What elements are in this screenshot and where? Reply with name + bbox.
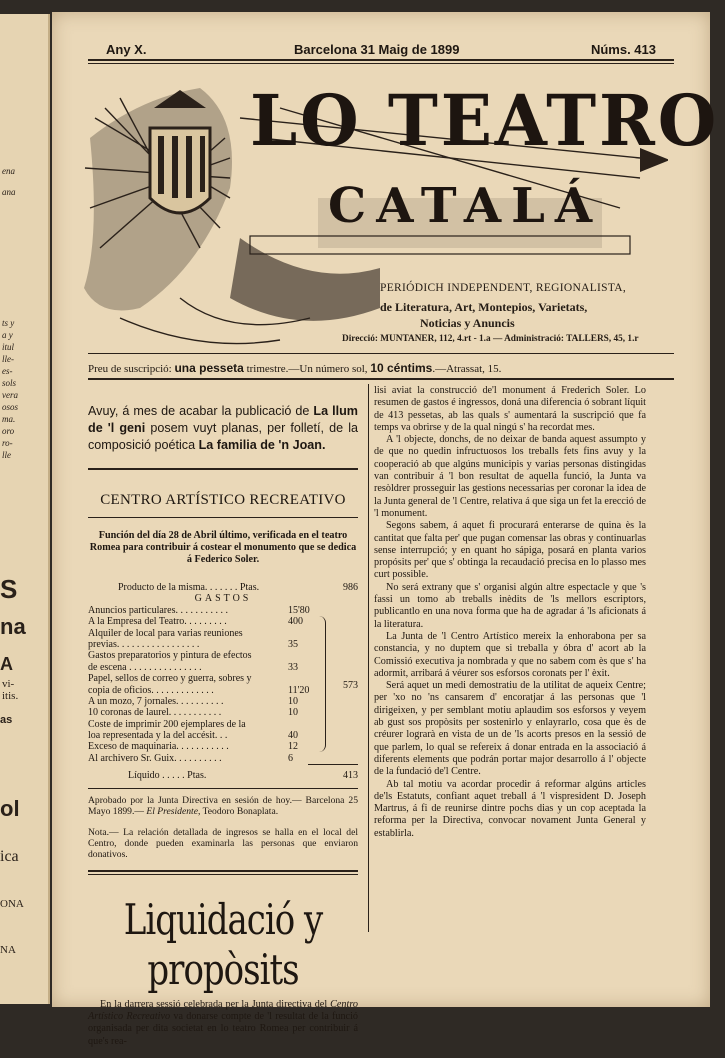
producto-value: 986 xyxy=(343,582,358,593)
article-paragraph: No será extrany que s' organisi algún altre espectacle y que 's fassi un tomo ab treballs inèdits de 'ls mellors escriptors, publicantlo en una nova forma que ha de agradar á 'ls aficionats á la literatura. xyxy=(374,581,646,630)
box-rule xyxy=(88,517,358,518)
gastos-label: A la Empresa del Teatro. . . . . . . . . xyxy=(88,616,227,628)
tagline: PERIÓDICH INDEPENDENT, REGIONALISTA, xyxy=(380,282,627,294)
prev-fragment: NA xyxy=(0,944,16,956)
gastos-label: A un mozo, 7 jornales. . . . . . . . . . xyxy=(88,695,224,707)
nota-paragraph: Nota.— La relación detallada de ingresos se halla en el local del Centro, donde pueden examinarla las personas que enviaron donativos. xyxy=(88,826,358,861)
section-rule xyxy=(88,870,358,872)
body-italic: Centro Artístico Recreativo xyxy=(88,998,358,1023)
intro-text: posem vuyt planas, per folletí, de la composició poética xyxy=(88,421,358,452)
accounts-table xyxy=(88,582,358,782)
gastos-row xyxy=(88,662,358,673)
approval-text: , Teodoro Bonaplata. xyxy=(197,805,279,817)
subscription-price: una pesseta xyxy=(174,361,244,375)
approval-note xyxy=(88,795,358,817)
intro-text: Avuy, á mes de acabar la publicació de xyxy=(88,404,314,418)
section-rule xyxy=(88,874,358,875)
issue-year: Any X. xyxy=(106,42,147,57)
masthead-title: LO TEATRO xyxy=(250,79,720,162)
newspaper-page xyxy=(52,12,720,1047)
address-line: Direcció: MUNTANER, 112, 4.rt - 1.a — Administració: TALLERS, 45, 1.r xyxy=(342,334,639,344)
prev-fragment: A xyxy=(0,654,13,674)
gastos-label: Al archivero Sr. Guix. . . . . . . . . . xyxy=(88,752,222,764)
topics-line-1: de Literatura, Art, Montepios, Varietats, xyxy=(380,300,588,314)
issue-header xyxy=(88,38,674,60)
prev-fragment: vera xyxy=(2,390,18,400)
gastos-value: 33 xyxy=(288,661,298,673)
prev-fragment: vi- xyxy=(2,678,15,690)
sum-rule xyxy=(308,764,358,765)
gastos-label: Alquiler de local para varias reuniones xyxy=(88,627,243,639)
issue-number: Núms. 413 xyxy=(590,42,656,57)
article-paragraph: Ab tal motiu va acordar procedir á reformar algúns articles de'ls Estatuts, confiant aquet treball á 'l vispresident D. Joseph Martrus, á fi de reunirse dintre pochs dias y un cop aceptada la reforma per la Directiva, convocar novament Junta General y establirla. xyxy=(374,778,646,839)
article-paragraph: Será aquet un medi demostratiu de la utilitat de aqueix Centre; per 'xo no 'ns cansarem d' encoratjar á las personas que 'l dirigeixen, y per semblant motiu aplaudim sos esforsos y veyem ab gust sos propòsits per sostenirlo y enlayrarlo, cosa que ès de créurer lograrà en vista de un de 'ls acorts presos en la sessió de que parlem, lo qual se refereix á donar entrada en la associació á diferents elements que podrán portar major desarrollo á l' objecte de la fundació de'l Centre. xyxy=(374,680,646,778)
masthead-subtitle: CATALÁ xyxy=(328,178,603,234)
gastos-label: Exceso de maquinaria. . . . . . . . . . . xyxy=(88,741,229,753)
gastos-label: loa representada y la del accésit. . . xyxy=(88,730,228,742)
gastos-value: 10 xyxy=(288,695,298,707)
gastos-label: de escena . . . . . . . . . . . . . . . xyxy=(88,661,202,673)
gastos-row xyxy=(88,650,358,661)
prev-fragment: sols xyxy=(2,378,17,388)
prev-fragment: ts y xyxy=(2,318,15,328)
gastos-row xyxy=(88,628,358,639)
gastos-value: 35 xyxy=(288,638,298,650)
gastos-label: Coste de imprimir 200 ejemplares de la xyxy=(88,718,246,730)
body-text: En la darrera sessió celebrada per la Junta directiva del xyxy=(100,998,331,1010)
prev-fragment: as xyxy=(0,714,13,726)
box-rule xyxy=(88,468,358,470)
gastos-row xyxy=(88,616,358,627)
previous-page-edge xyxy=(0,14,50,1004)
producto-row xyxy=(88,582,358,593)
header-rule xyxy=(88,63,674,64)
gastos-row xyxy=(88,685,358,696)
gastos-label: Gastos preparatorios y pintura de efectos xyxy=(88,650,252,662)
gastos-row xyxy=(88,707,358,718)
function-note: Función del día 28 de Abril último, verificada en el teatro Romea para contribuir á costear el monumento que se dedica á Federico Soler. xyxy=(89,530,357,565)
gastos-row xyxy=(88,673,358,684)
subscription-mid: trimestre.—Un número sol, xyxy=(246,363,368,375)
approval-signer: El Presidente xyxy=(146,805,198,817)
subscription-rule xyxy=(88,353,674,354)
gastos-value: 12 xyxy=(288,741,298,753)
left-column xyxy=(88,385,358,1058)
prev-fragment: ol xyxy=(0,796,20,821)
gastos-row xyxy=(88,741,358,752)
prev-fragment: osos xyxy=(2,402,19,412)
prev-fragment: itis. xyxy=(2,690,19,702)
masthead xyxy=(80,78,720,348)
subscription-suffix: .—Atrassat, 15. xyxy=(432,363,502,375)
gastos-row xyxy=(88,639,358,650)
note-rule xyxy=(88,788,358,789)
subscription-line xyxy=(88,361,680,375)
section-body xyxy=(88,999,358,1048)
gastos-label: copia de oficios. . . . . . . . . . . . . xyxy=(88,684,214,696)
gastos-value: 15'80 xyxy=(288,604,310,616)
centro-title: CENTRO ARTÍSTICO RECREATIVO xyxy=(100,492,346,508)
issue-date: Barcelona 31 Maig de 1899 xyxy=(294,42,460,57)
gastos-row xyxy=(88,719,358,730)
topics-line-2: Noticias y Anuncis xyxy=(420,316,515,330)
gastos-label: Papel, sellos de correo y guerra, sobres y xyxy=(88,673,252,685)
article-paragraph: lisi aviat la construcció de'l monument á Frederich Soler. Lo resumen de gastos é ingressos, doná una diferencia ó sobrant líquit de 413 pessetas, ab las quals s' aumentará la suscripció que fa temps va obrirse y de la qual ningú s' ha recordat mes. xyxy=(374,385,646,433)
gastos-value: 11'20 xyxy=(288,684,310,696)
liquido-row xyxy=(88,770,358,781)
prev-fragment: ana xyxy=(2,187,16,197)
body-text: va donarse compte de 'l resultat de la funció organisada per dita societat en lo teatro Romea per contribuir á que's rea- xyxy=(88,1011,359,1047)
approval-text: Aprobado por la Junta Directiva en sesión de hoy.— Barcelona 25 Mayo 1899.— xyxy=(88,794,358,817)
gastos-row xyxy=(88,696,358,707)
intro-title-2: La familia de 'n Joan. xyxy=(198,438,326,452)
total-brace xyxy=(319,616,326,752)
gastos-row xyxy=(88,605,358,616)
prev-fragment: ica xyxy=(0,848,19,865)
liquido-label: Líquido . . . . . Ptas. xyxy=(128,770,207,782)
gastos-value: 10 xyxy=(288,707,298,719)
single-price: 10 céntims xyxy=(370,361,433,375)
prev-fragment: lle- xyxy=(2,354,14,364)
producto-label: Producto de la misma. . . . . . . Ptas. xyxy=(118,582,260,593)
gastos-row xyxy=(88,730,358,741)
gastos-heading: GASTOS xyxy=(194,593,252,605)
subscription-rule xyxy=(88,378,674,380)
prev-fragment: lle xyxy=(2,450,11,460)
prev-fragment: a y xyxy=(2,330,13,340)
gastos-value: 6 xyxy=(288,752,293,764)
gastos-label: Anuncios particulares. . . . . . . . . . . xyxy=(88,604,228,616)
right-column xyxy=(374,385,646,840)
subscription-prefix: Preu de suscripció: xyxy=(88,363,172,375)
prev-fragment: na xyxy=(0,614,26,639)
liquido-value: 413 xyxy=(343,770,358,782)
section-heading: Liquidació y propòsits xyxy=(123,894,323,995)
gastos-label: 10 coronas de laurel. . . . . . . . . . . xyxy=(88,707,222,719)
article-paragraph: Segons sabem, á aquet fi procurará enterarse de quina ès la cantitat que falta per' que pugan comensar las obras y continuarlas sense interrupció; y en quant ho sápiga, posará en planta varios propósits per' que s' obtinga la recaudació precisa en lo plasso mes curt possible. xyxy=(374,520,646,581)
header-rule xyxy=(88,59,674,61)
column-divider xyxy=(368,384,369,932)
gastos-label: previas. . . . . . . . . . . . . . . . . xyxy=(88,638,200,650)
prev-fragment: ma. xyxy=(2,414,16,424)
prev-fragment: S xyxy=(0,574,18,604)
prev-fragment: itul xyxy=(2,342,15,352)
gastos-value: 40 xyxy=(288,730,298,742)
prev-fragment: ena xyxy=(2,166,15,176)
intro-title-1: La llum de 'l geni xyxy=(88,404,358,435)
prev-fragment: ro- xyxy=(2,438,13,448)
intro-paragraph xyxy=(88,403,358,454)
gastos-list xyxy=(88,605,358,764)
gastos-value: 400 xyxy=(288,616,303,628)
article-paragraph: La Junta de 'l Centro Artístico mereix la enhorabona per sa constancia, y no duptem que si treballa y óbra d' acort ab la Comissió executiva ja nombrada y que no sabem com ès que s' ha adormit, arribará á véurer sos esforsos coronats per l' èxit. xyxy=(374,630,646,679)
prev-fragment: ONA xyxy=(0,898,24,910)
article-paragraph: A 'l objecte, donchs, de no deixar de banda aquest assumpto y de que no quedin infructuosos los treballs fets fins avuy y la cooperació ab que algúns municipis y varias personas distingidas van contribuir á 'l bon resultat de aquella funció, la Junta va resòldrer prosseguir las gestions necessarias per coronar la idea de la Junta general de 'l Centre, relativa á que siga un fet la erecció de 'l monument. xyxy=(374,434,646,519)
prev-fragment: es- xyxy=(2,366,13,376)
gastos-total: 573 xyxy=(343,680,358,691)
gastos-row xyxy=(88,753,358,764)
prev-fragment: oro xyxy=(2,426,15,436)
